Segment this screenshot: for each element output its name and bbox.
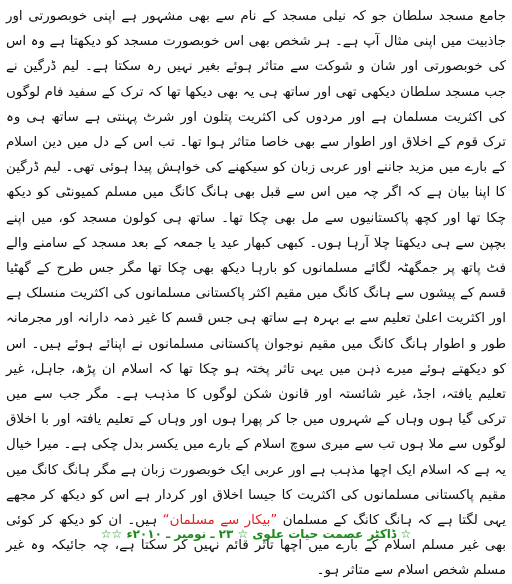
article-body [6,4,506,584]
star-icon-left: ☆☆ [100,527,123,541]
article-text-part-2: ہیں۔ ان کو دیکھ کر کوئی بھی غیر مسلم اسلام کے بارے میں اچھا تاثر قائم نہیں کر سکتا ہے، چہ جائیکہ وہ غیر مسلم شخص اسلام سے متاثر ہو۔ [6,513,506,579]
highlighted-quote: ”بیکار سے مسلمان“ [162,513,278,529]
article-text-part-1: جامع مسجد سلطان جو کہ نیلی مسجد کے نام سے بھی مشہور ہے اپنی خوبصورتی اور جاذبیت میں اپنی مثال آپ ہے۔ ہر شخص بھی اس خوبصورت مسجد کو دیکھتا ہے وہ اس کی خوبصورتی اور شان و شوکت سے متاثر ہوئے بغیر نہیں رہ سکتا ہے۔ لیم ڈرگین نے جب مسجد سلطان دیکھی تھی اور ساتھ ہی یہ بھی دیکھا تھا کہ ترک کے سفید فام لوگوں کی اکثریت مسلمان ہے اور مردوں کی اکثریت پتلون اور شرٹ پہنتی ہے ساتھ ہی وہ ترک قوم کے اخلاق اور اطوار سے بھی خاصا متاثر ہوا تھا۔ تب اس کے دل میں دین اسلام کے بارے میں مزید جاننے اور عربی زبان کو سیکھنے کی خواہش پیدا ہوئی تھی۔ لیم ڈرگین کا اپنا بیان ہے کہ اگر چہ میں اس سے قبل بھی ہانگ کانگ میں مسلم کمیونٹی کو دیکھ چکا تھا اور کچھ پاکستانیوں سے مل بھی چکا تھا۔ ساتھ ہی کولون مسجد کو، میں اپنے بچپن سے ہی دیکھتا چلا آرہا ہوں۔ کبھی کبھار عید یا جمعہ کے بعد مسجد کے سامنے والے فٹ پاتھ پر جمگھٹہ لگائے مسلمانوں کو بارہا دیکھ بھی چکا تھا مگر جس طرح کے گھٹیا قسم کے پیشوں سے ہانگ کانگ میں مقیم اکثر پاکستانی مسلمانوں کی اکثریت منسلک ہے اور اکثریت اعلیٰ تعلیم سے بے بہرہ ہے ساتھ ہی جس قسم کا غیر ذمہ دارانہ اور مجرمانہ طور و اطوار ہانگ کانگ میں مقیم نوجوان پاکستانی مسلمانوں نے اپنائے ہوئے ہیں۔ اس کو دیکھتے ہوئے میرے ذہن میں یہی تاثر پختہ ہو چکا تھا کہ اسلام ان پڑھ، جاہل، غیر تعلیم یافتہ، اجڈ، غیر شائستہ اور قانون شکن لوگوں کا مذہب ہے۔ مگر جب سے میں ترکی گیا ہوں وہاں کے شہروں میں جا کر پھرا ہوں اور وہاں کے تعلیم یافتہ اور با اخلاق لوگوں سے ملا ہوں تب سے میری سوچ اسلام کے بارے میں یکسر بدل چکی ہے۔ میرا خیال یہ ہے کہ اسلام ایک اچھا مذہب ہے اور عربی ایک خوبصورت زبان ہے مگر ہانگ کانگ میں مقیم پاکستانی مسلمانوں کی اکثریت کا جیسا اخلاق اور کردار ہے اس کو دیکھ کر مجھے یہی لگتا ہے کہ ہانگ کانگ کے مسلمان [6,9,506,529]
star-icon: ☆ [400,527,412,541]
author-name-date: ڈاکٹر عصمت حیات علوی ☆ ۲۳ ـ نومبر ـ ۲۰۱۰ء [126,527,397,541]
author-signature [0,527,512,541]
